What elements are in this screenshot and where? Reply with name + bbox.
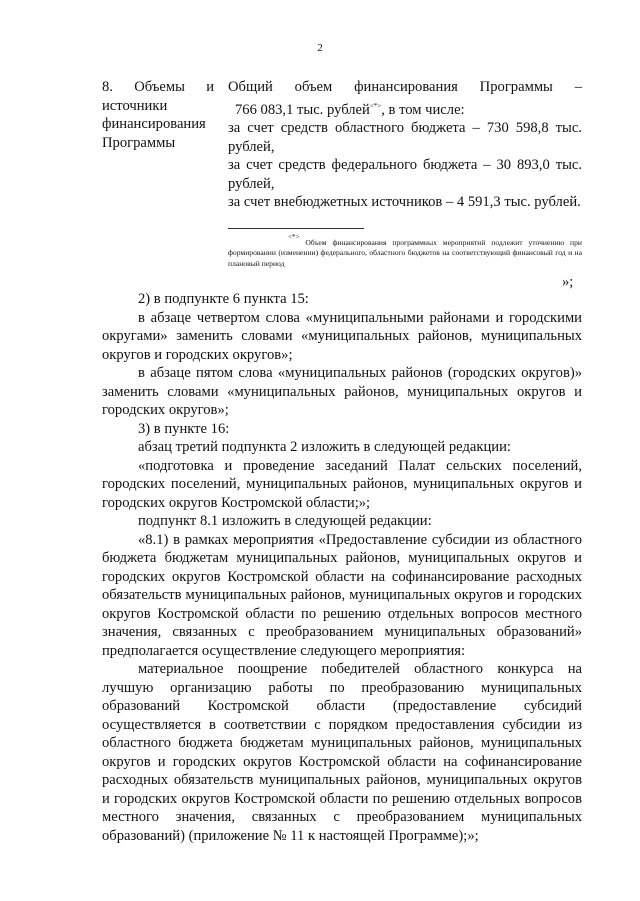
paragraph: в абзаце пятом слова «муниципальных районов (городских округов)» заменить словами «муниципальных районов, муниципальных округов и городских округов»; [102, 365, 582, 418]
footnote-mark: <*> [288, 233, 300, 241]
paragraph: подпункт 8.1 изложить в следующей редакции: [138, 513, 432, 529]
paragraph: абзац третий подпункта 2 изложить в следующей редакции: [138, 439, 511, 455]
total-financing-amount: 766 083,1 тыс. рублей<*>, в том числе: [235, 101, 465, 118]
footnote-text: Объем финансирования программных мероприятий подлежит уточнению при формировании (изменении) федерального, областного бюджетов на соответствующий финансовый год и на плановый период [228, 238, 582, 268]
row-heading-line-1: 8. Объемы и [102, 79, 214, 95]
paragraph: 3) в пункте 16: [138, 420, 230, 437]
row-heading-line-2: источники [102, 97, 168, 114]
row-content [228, 78, 582, 212]
paragraph: материальное поощрение победителей областного конкурса на лучшую организацию работы по преобразованию муниципальных образований Костромской области (предоставление субсидий осуществляется в соответствии с порядком предоставления субсидии из областного бюджета бюджетам муниципальных районов, муниципальных округов и городских округов Костромской области на софинансирование расходных обязательств муниципальных районов, муниципальных округов и городских округов Костромской области по решению отдельных вопросов местного значения, связанных с преобразованием муниципальных образований) (приложение № 11 к настоящей Программе);»; [102, 661, 582, 844]
total-financing-line: Общий объем финансирования Программы – [228, 79, 582, 95]
row-heading-line-3: финансирования [102, 116, 206, 132]
closing-quote: »; [562, 274, 574, 290]
paragraph: 2) в подпункте 6 пункта 15: [138, 291, 309, 307]
federal-budget-line: за счет средств федерального бюджета – 30 893,0 тыс. рублей, [228, 157, 582, 192]
row-heading [102, 78, 214, 152]
row-heading-line-4: Программы [102, 134, 176, 151]
page-number: 2 [317, 42, 323, 54]
paragraph: «8.1) в рамках мероприятия «Предоставление субсидии из областного бюджета бюджетам муниципальных районов, муниципальных округов и городских округов Костромской области на софинансирование расходных обязательств муниципальных районов, муниципальных округов и городских округов Костромской области по решению отдельных вопросов местного значения, связанных с преобразованием муниципальных образований» предполагается осуществление следующего мероприятия: [102, 531, 582, 659]
paragraph: «подготовка и проведение заседаний Палат сельских поселений, городских поселений, муниципальных районов, муниципальных округов и городских округов Костромской области;»; [102, 457, 582, 511]
footnote-separator [228, 228, 364, 229]
footnote [228, 232, 582, 269]
document-body [102, 290, 582, 845]
footnote-reference: <*> [369, 101, 382, 110]
paragraph: в абзаце четвертом слова «муниципальными районами и городскими округами» заменить словами «муниципальных районов, муниципальных округов и городских округов»; [102, 309, 582, 363]
extrabudget-line: за счет внебюджетных источников – 4 591,3 тыс. рублей. [228, 194, 581, 210]
regional-budget-line: за счет средств областного бюджета – 730 598,8 тыс. рублей, [228, 120, 582, 155]
